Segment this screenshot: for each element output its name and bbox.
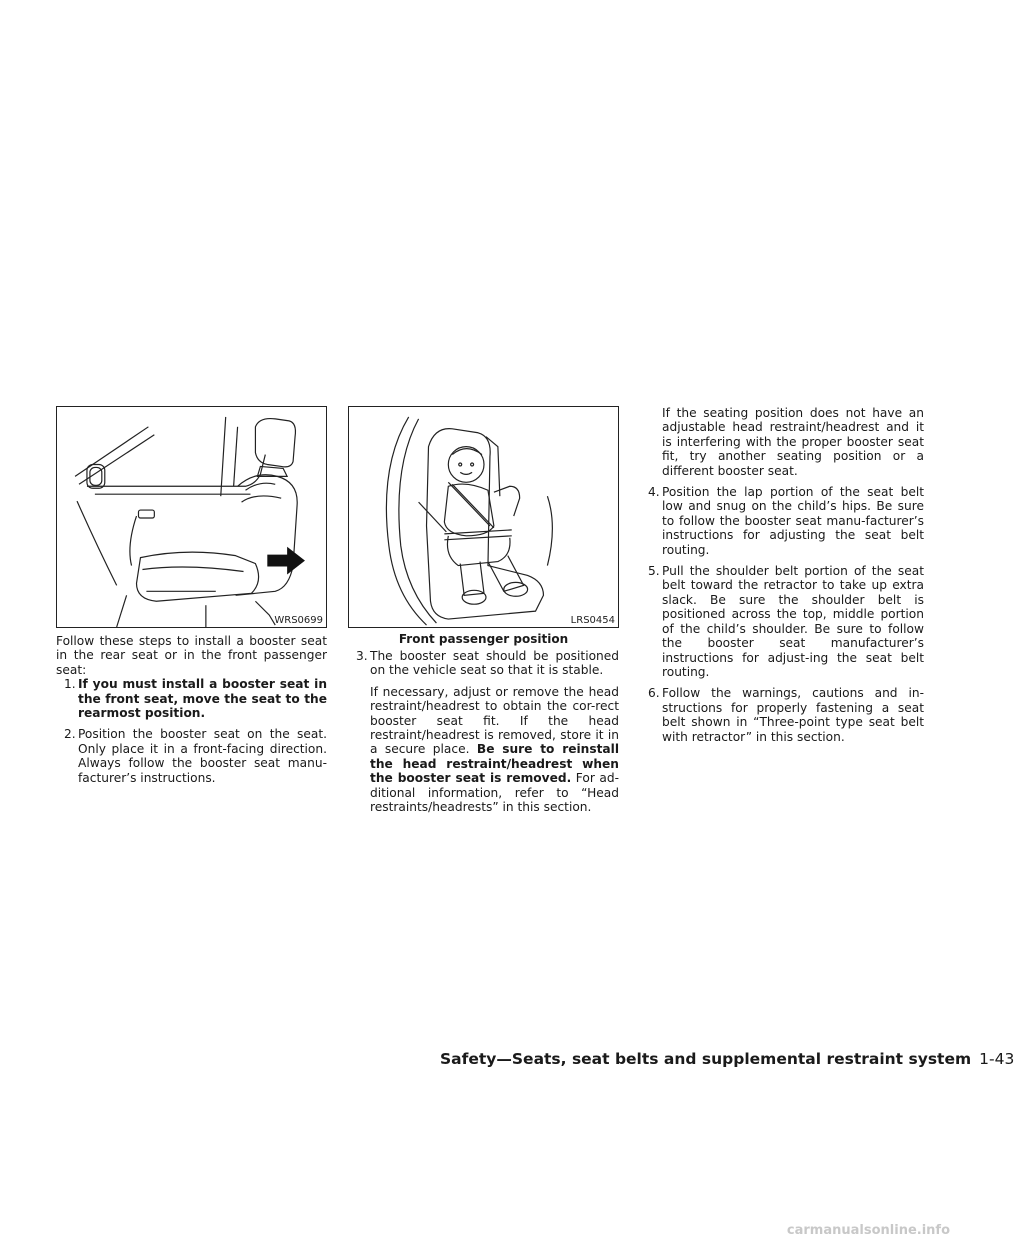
list-item xyxy=(648,564,924,679)
column-right xyxy=(648,406,924,744)
item-text: Follow the warnings, cautions and in-structions for properly fastening a seat belt shown in “Three-point type seat belt with retractor” in this section. xyxy=(662,686,924,744)
item-number: 5. xyxy=(648,564,660,579)
item-text: The booster seat should be positioned on the vehicle seat so that it is stable. xyxy=(370,649,619,678)
seat-illustration xyxy=(57,407,326,627)
item-number: 6. xyxy=(648,686,660,701)
figure-code: WRS0699 xyxy=(274,615,323,626)
column-left xyxy=(56,634,327,785)
item-number: 3. xyxy=(356,649,368,663)
paragraph-bold: Be sure to reinstall the head restraint/headrest when the booster seat is removed. xyxy=(370,742,620,786)
item-text: Pull the shoulder belt portion of the seat belt toward the retractor to take up extra slack. Be sure the shoulder belt is positioned across the top, middle portion of the child’s shoulder. Be sure to follow the booster seat manufacturer’s instructions for adjust-ing the seat belt routing. xyxy=(662,564,924,679)
paragraph-text: If necessary, adjust or remove the head restraint/headrest to obtain the cor-rect booster seat fit. If the head restraint/headrest is removed, store it in a secure place. xyxy=(370,684,619,757)
item-number: 2. xyxy=(64,727,76,742)
paragraph-text: For ad-ditional information, refer to “Head restraints/headrests” in this section. xyxy=(370,771,620,815)
page-footer xyxy=(440,1050,1014,1068)
list-item xyxy=(648,485,924,557)
item-text: Position the lap portion of the seat belt low and snug on the child’s hips. Be sure to follow the booster seat manu-facturer’s instructions for adjusting the seat belt routing. xyxy=(662,485,924,557)
paragraph: If the seating position does not have an adjustable head restraint/headrest and it is interfering with the proper booster seat fit, try another seating position or a different booster seat. xyxy=(662,406,924,478)
item-number: 1. xyxy=(64,677,76,692)
arrow-icon xyxy=(267,547,305,575)
figure-caption: Front passenger position xyxy=(398,632,569,646)
item-number: 4. xyxy=(648,485,660,500)
page-number: 1-43 xyxy=(979,1050,1014,1068)
list-item xyxy=(56,677,327,720)
item-text: If you must install a booster seat in the front seat, move the seat to the rearmost position. xyxy=(78,677,327,721)
paragraph xyxy=(356,685,619,815)
child-booster-illustration xyxy=(349,407,618,627)
figure-booster-seat-position xyxy=(56,406,327,628)
list-item xyxy=(56,727,327,785)
item-text: Position the booster seat on the seat. Only place it in a front-facing direction. Always follow the booster seat manu-facturer’s instructions. xyxy=(78,727,327,785)
column-middle xyxy=(356,649,619,814)
footer-section-title: Safety—Seats, seat belts and supplemental restraint system xyxy=(440,1050,972,1068)
list-item xyxy=(648,686,924,744)
watermark: carmanualsonline.info xyxy=(786,1223,950,1238)
intro-paragraph: Follow these steps to install a booster seat in the rear seat or in the front passenger seat: xyxy=(56,634,327,677)
list-item xyxy=(356,649,619,678)
figure-code: LRS0454 xyxy=(570,615,615,626)
figure-front-passenger-position xyxy=(348,406,619,628)
